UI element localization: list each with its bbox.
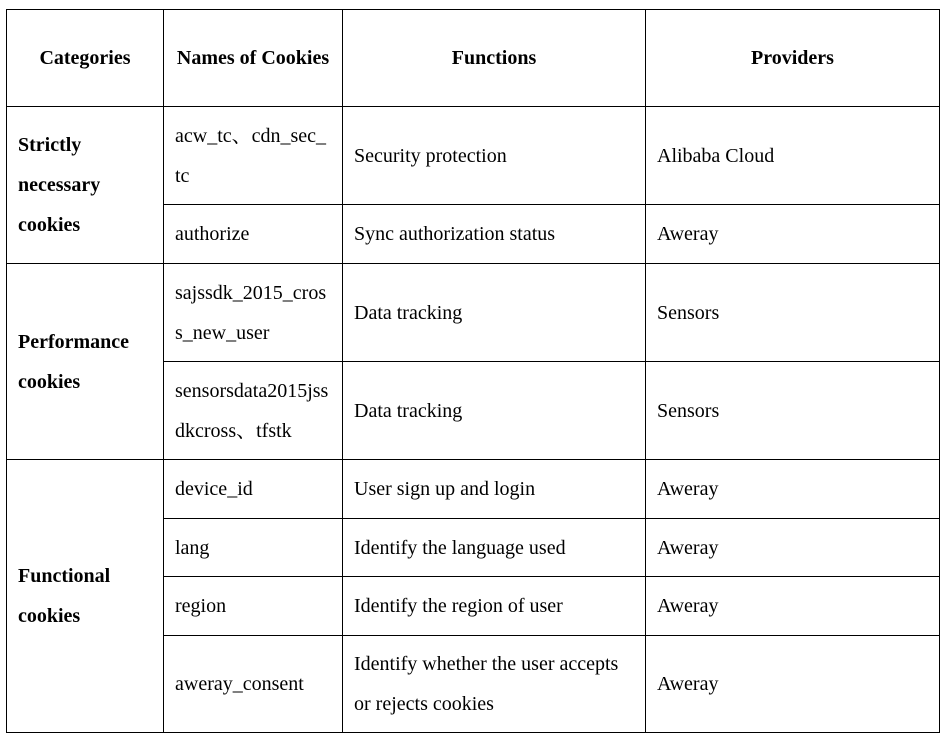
category-label: Strictly necessary cookies bbox=[18, 134, 101, 236]
provider-cell: Aweray bbox=[646, 460, 940, 519]
provider-cell: Aweray bbox=[646, 577, 940, 636]
category-strictly-necessary bbox=[7, 107, 164, 264]
cookie-name-cell: device_id bbox=[164, 460, 343, 519]
category-functional bbox=[7, 460, 164, 733]
provider-cell: Sensors bbox=[646, 264, 940, 362]
cookie-name-cell: region bbox=[164, 577, 343, 636]
table-row bbox=[7, 264, 940, 362]
cookie-name-cell: aweray_consent bbox=[164, 636, 343, 733]
provider-cell: Sensors bbox=[646, 362, 940, 460]
provider-cell: Alibaba Cloud bbox=[646, 107, 940, 205]
function-cell: Data tracking bbox=[343, 264, 646, 362]
header-names-of-cookies-label: Names of Cookies bbox=[176, 47, 330, 69]
provider-cell: Aweray bbox=[646, 519, 940, 577]
provider-cell: Aweray bbox=[646, 205, 940, 264]
header-names-of-cookies bbox=[164, 10, 343, 107]
category-label: Performance cookies bbox=[18, 330, 130, 393]
cookie-name-cell: sajssdk_2015_cross_new_user bbox=[164, 264, 343, 362]
function-cell: Sync authorization status bbox=[343, 205, 646, 264]
function-cell: Identify whether the user accepts or rejects cookies bbox=[343, 636, 646, 733]
header-providers: Providers bbox=[646, 10, 940, 107]
cookies-table bbox=[6, 9, 940, 733]
cookie-name-cell: authorize bbox=[164, 205, 343, 264]
cookie-name-cell: lang bbox=[164, 519, 343, 577]
function-cell: Identify the region of user bbox=[343, 577, 646, 636]
table-row bbox=[7, 107, 940, 205]
function-cell: User sign up and login bbox=[343, 460, 646, 519]
provider-cell: Aweray bbox=[646, 636, 940, 733]
header-functions: Functions bbox=[343, 10, 646, 107]
function-cell: Security protection bbox=[343, 107, 646, 205]
header-categories: Categories bbox=[7, 10, 164, 107]
cookie-name-cell: acw_tc、cdn_sec_tc bbox=[164, 107, 343, 205]
category-performance bbox=[7, 264, 164, 460]
table-header-row bbox=[7, 10, 940, 107]
cookie-name-cell: sensorsdata2015jssdkcross、tfstk bbox=[164, 362, 343, 460]
function-cell: Data tracking bbox=[343, 362, 646, 460]
table-row bbox=[7, 460, 940, 519]
category-label: Functional cookies bbox=[18, 565, 111, 627]
function-cell: Identify the language used bbox=[343, 519, 646, 577]
